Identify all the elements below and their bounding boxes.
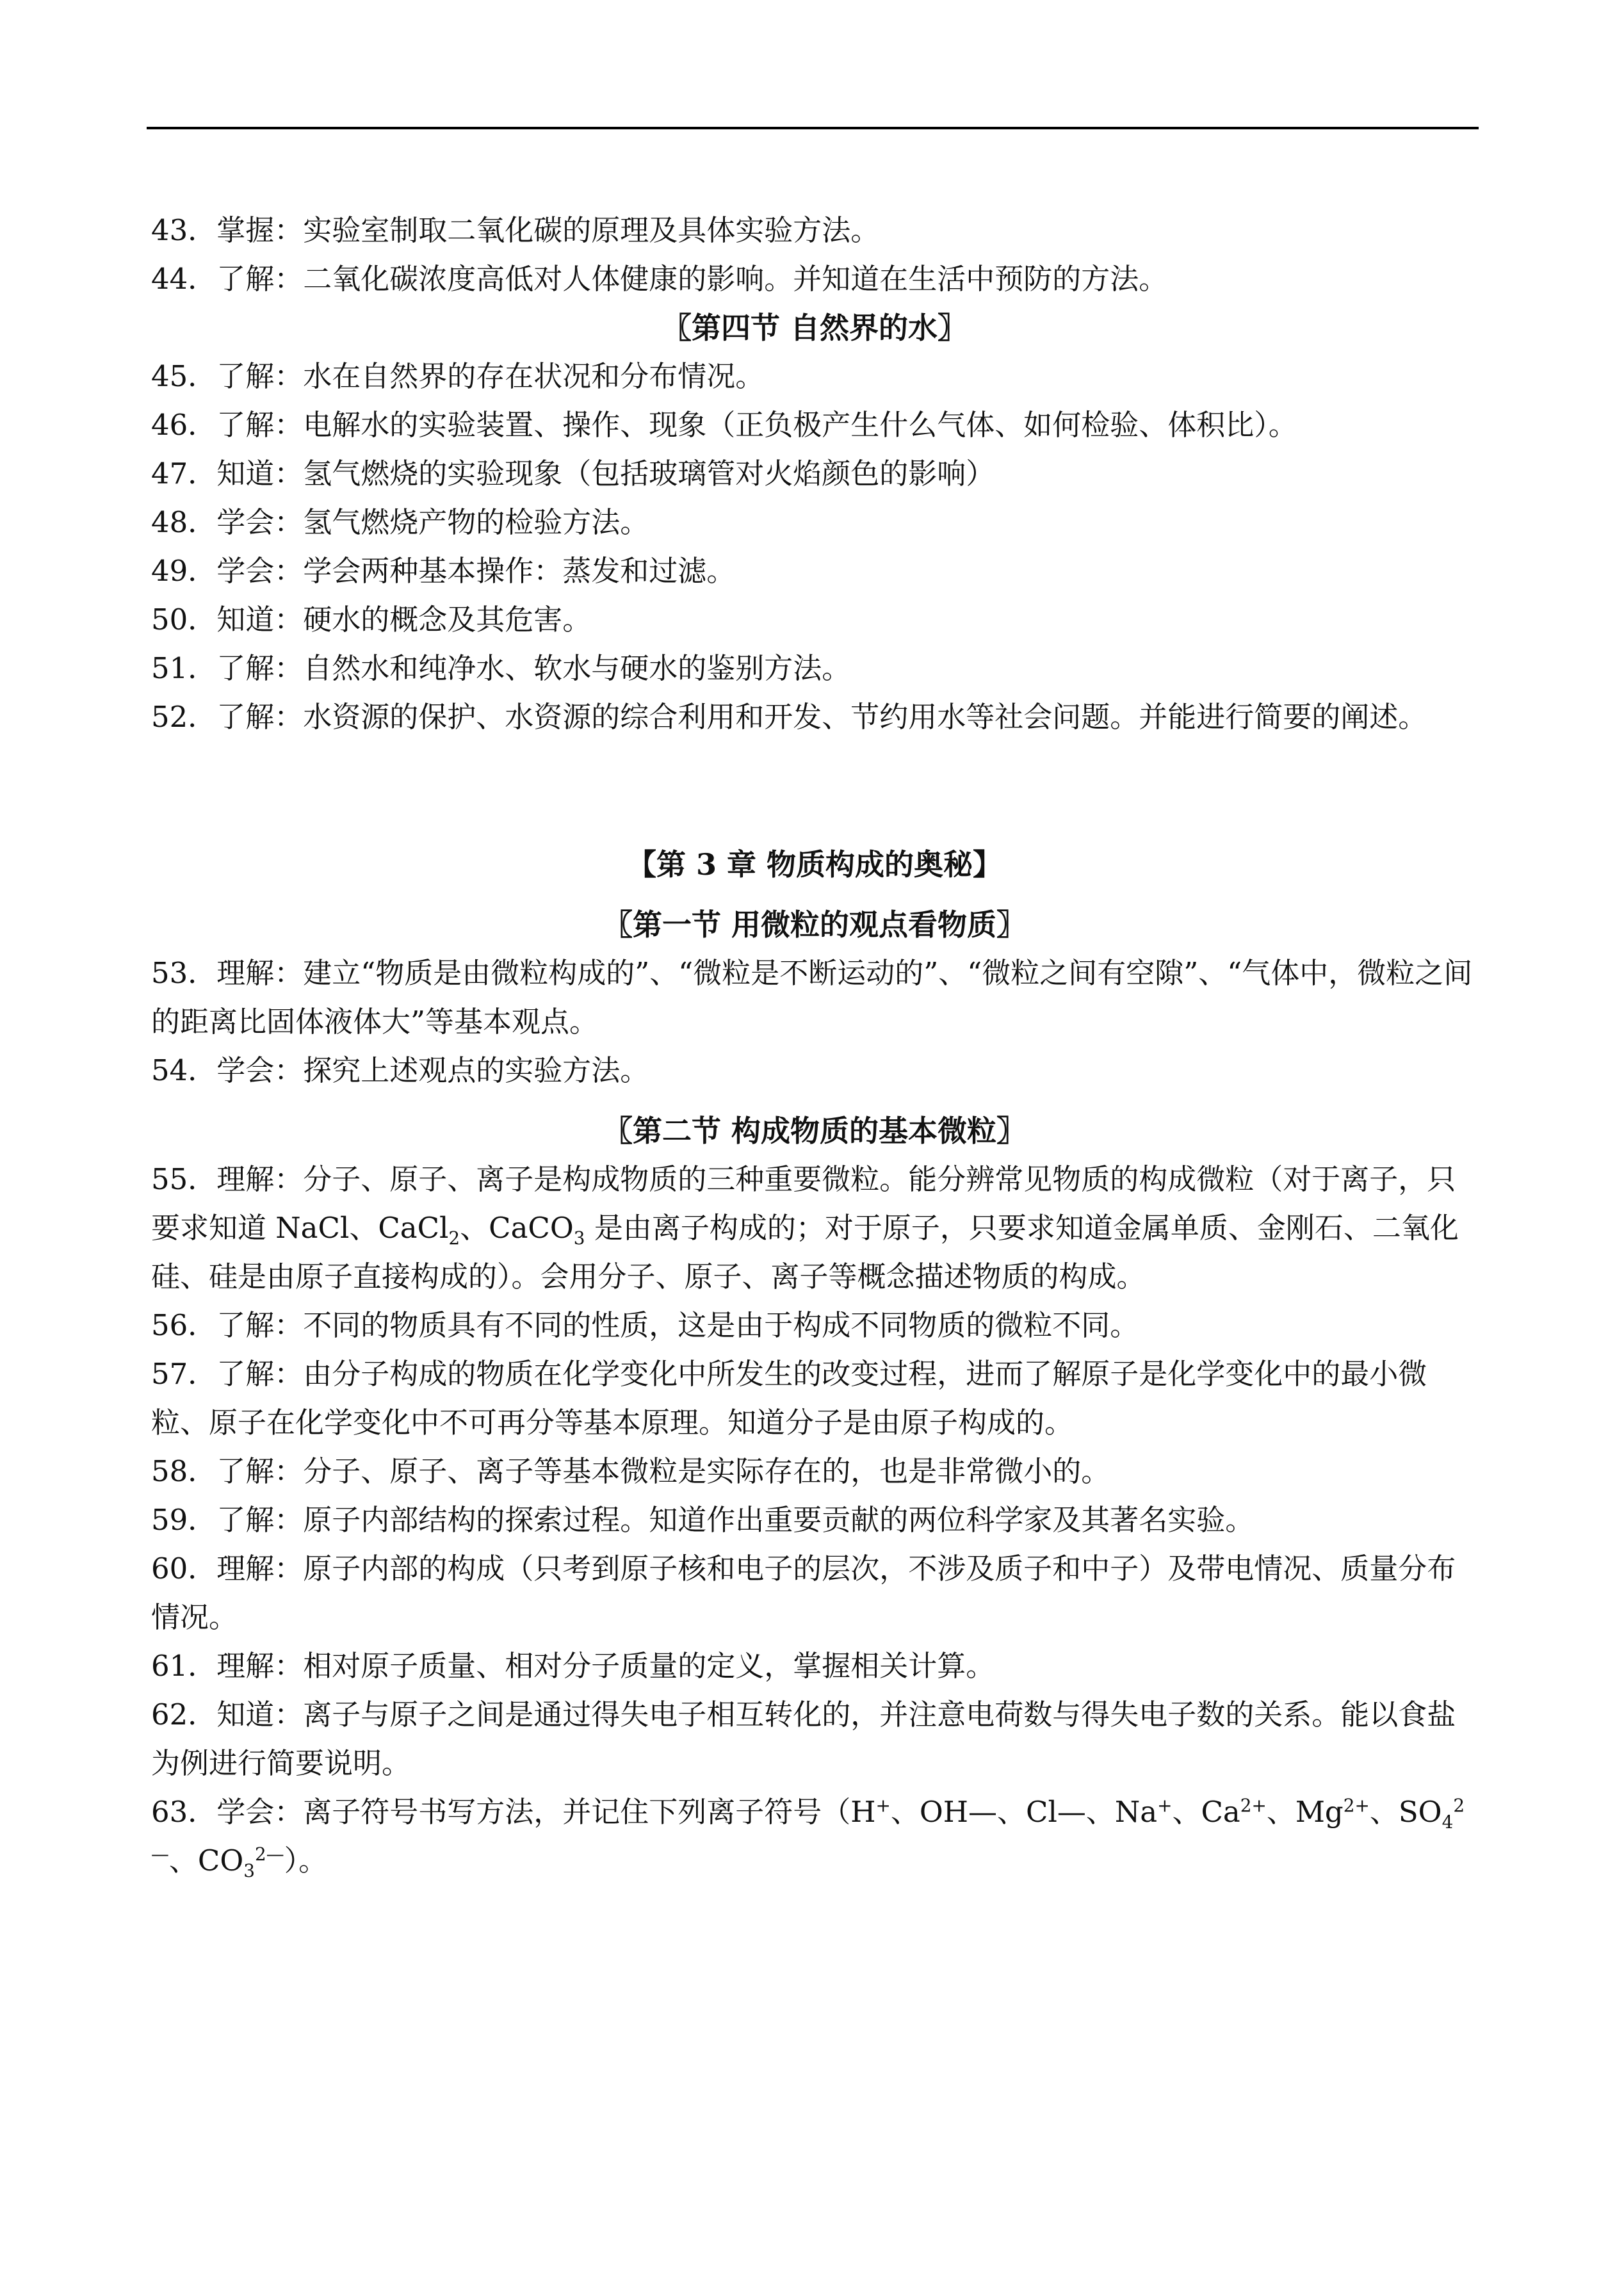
item-43: 43．掌握：实验室制取二氧化碳的原理及具体实验方法。 xyxy=(151,213,880,247)
chapter-heading-3: 【第 3 章 物质构成的奥秘】 xyxy=(626,847,1003,882)
item-55: 55．理解：分子、原子、离子是构成物质的三种重要微粒。能分辨常见物质的构成微粒（对于离子，只要求知道 NaCl、CaCl$_2$、CaCO$_3$ 是由离子构成的；对于原子，只要求知道金属单质、金刚石、二氧化硅、硅是由原子直接构成的）。会用分子、原子、离子等概念描述物质的构成。 xyxy=(151,1162,1459,1293)
item-54: 54．学会：探究上述观点的实验方法。 xyxy=(151,1053,649,1087)
item-63: 63．学会：离子符号书写方法，并记住下列离子符号（H+、OH—、Cl—、Na+、$Ca^{2+}$、$Mg^{2+}$、$SO_4^{2—}$、$CO_3^{2—}$）。 xyxy=(151,1795,1465,1881)
item-61: 61．理解：相对原子质量、相对分子质量的定义，掌握相关计算。 xyxy=(151,1649,995,1683)
item-58: 58．了解：分子、原子、离子等基本微粒是实际存在的，也是非常微小的。 xyxy=(151,1454,1110,1488)
item-62: 62．知道：离子与原子之间是通过得失电子相互转化的，并注意电荷数与得失电子数的关系。能以食盐为例进行简要说明。 xyxy=(151,1698,1456,1780)
item-57: 57．了解：由分子构成的物质在化学变化中所发生的改变过程，进而了解原子是化学变化中的最小微粒、原子在化学变化中不可再分等基本原理。知道分子是由原子构成的。 xyxy=(151,1357,1427,1439)
item-49: 49．学会：学会两种基本操作：蒸发和过滤。 xyxy=(151,554,736,588)
item-50: 50．知道：硬水的概念及其危害。 xyxy=(151,603,592,637)
item-59: 59．了解：原子内部结构的探索过程。知道作出重要贡献的两位科学家及其著名实验。 xyxy=(151,1503,1255,1537)
item-53: 53．理解：建立“物质是由微粒构成的”、“微粒是不断运动的”、“微粒之间有空隙”、“气体中，微粒之间的距离比固体液体大”等基本观点。 xyxy=(151,956,1473,1039)
section-heading-1: 〖第一节 用微粒的观点看物质〗 xyxy=(603,907,1026,942)
item-56: 56．了解：不同的物质具有不同的性质，这是由于构成不同物质的微粒不同。 xyxy=(151,1308,1139,1342)
item-46: 46．了解：电解水的实验装置、操作、现象（正负极产生什么气体、如何检验、体积比）。 xyxy=(151,408,1297,442)
document-body xyxy=(151,206,1478,1885)
header-rule xyxy=(147,127,1479,129)
section-heading-4: 〖第四节 自然界的水〗 xyxy=(662,311,967,345)
item-51: 51．了解：自然水和纯净水、软水与硬水的鉴别方法。 xyxy=(151,651,851,685)
item-45: 45．了解：水在自然界的存在状况和分布情况。 xyxy=(151,359,765,393)
item-48: 48．学会：氢气燃烧产物的检验方法。 xyxy=(151,505,649,539)
item-60: 60．理解：原子内部的构成（只考到原子核和电子的层次，不涉及质子和中子）及带电情况、质量分布情况。 xyxy=(151,1552,1456,1634)
section-heading-2: 〖第二节 构成物质的基本微粒〗 xyxy=(603,1114,1026,1148)
item-44: 44．了解：二氧化碳浓度高低对人体健康的影响。并知道在生活中预防的方法。 xyxy=(151,262,1168,296)
item-52: 52．了解：水资源的保护、水资源的综合利用和开发、节约用水等社会问题。并能进行简要的阐述。 xyxy=(151,700,1427,734)
item-47: 47．知道：氢气燃烧的实验现象（包括玻璃管对火焰颜色的影响） xyxy=(151,457,995,491)
